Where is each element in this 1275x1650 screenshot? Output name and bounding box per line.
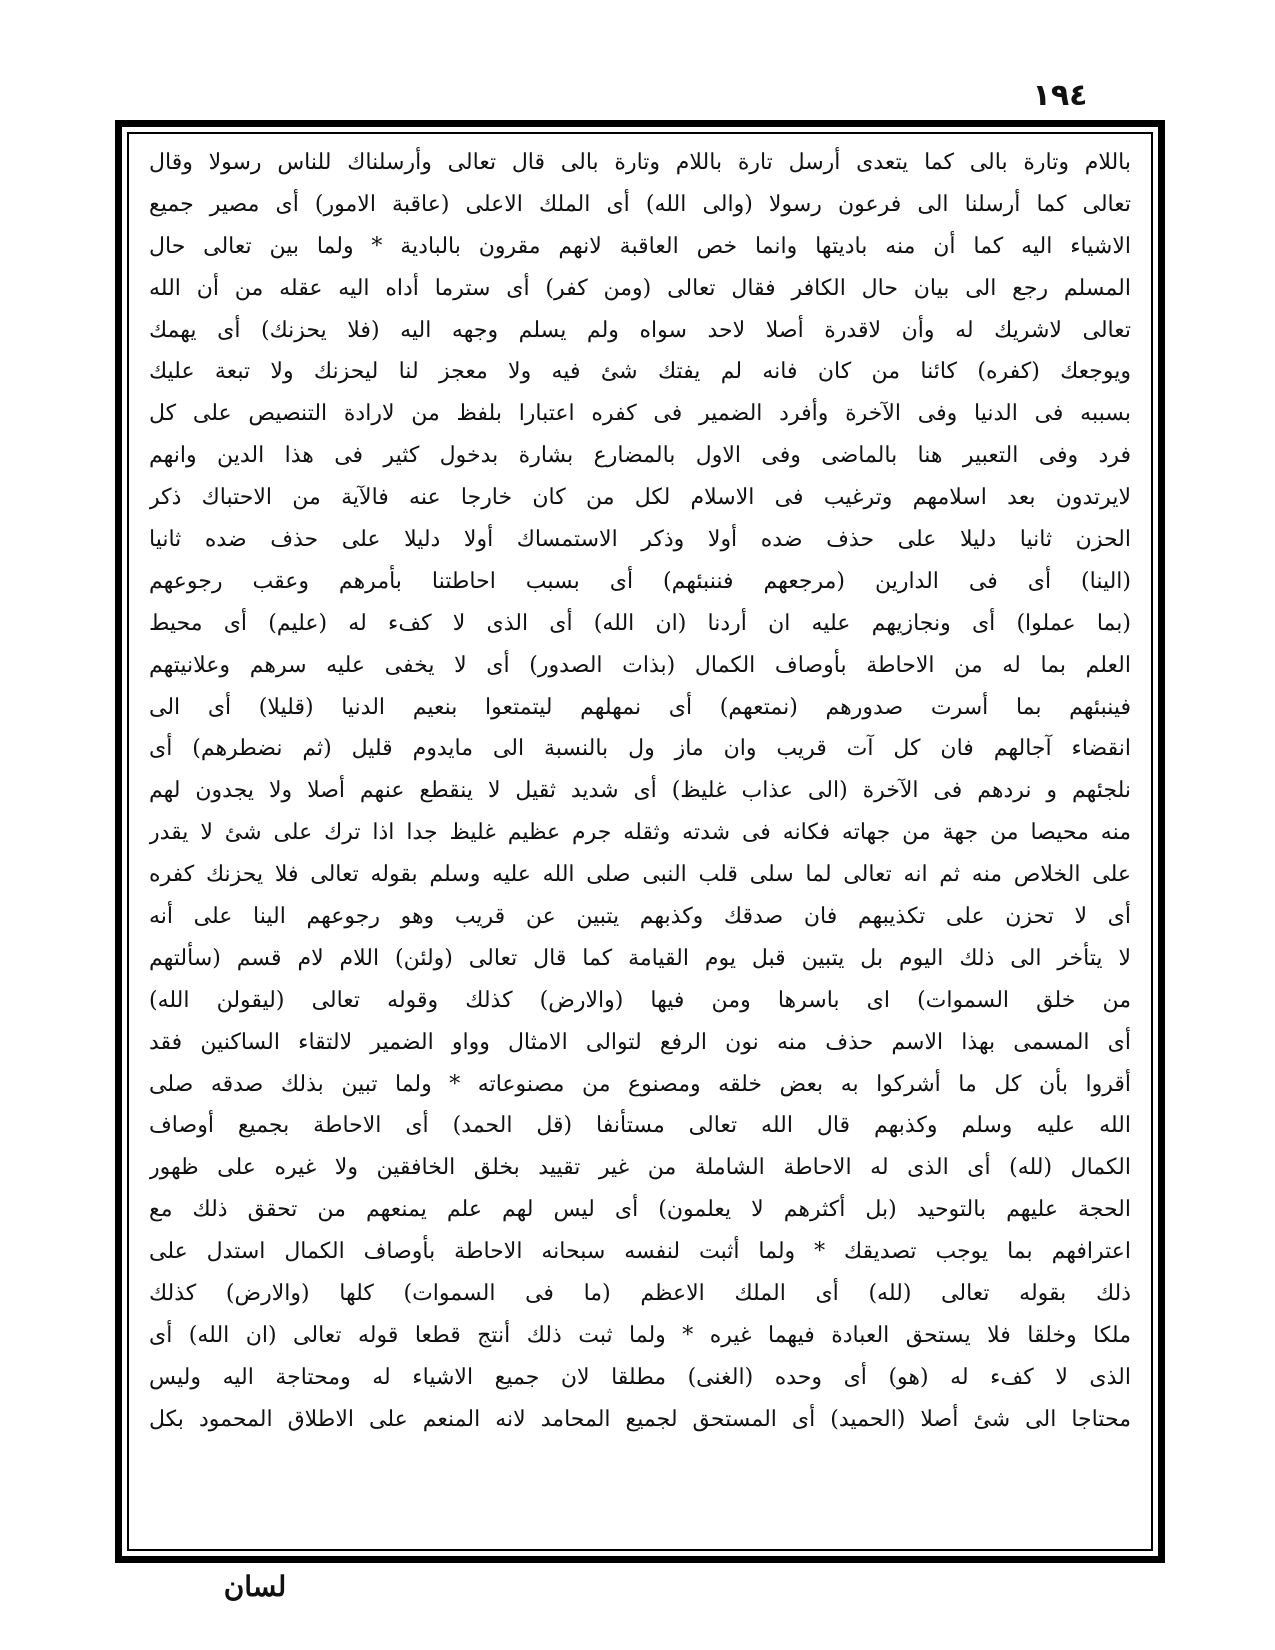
text-line: بسببه فى الدنيا وفى الآخرة وأفرد الضمير فى كفره اعتبارا بلفظ من لارادة التنصيص على كل [149,401,1131,427]
text-line: على الخلاص منه ثم انه تعالى لما سلى قلب النبى صلى الله عليه وسلم بقوله تعالى فلا يحزنك كفره [149,862,1131,888]
text-line: لايرتدون بعد اسلامهم وترغيب فى الاسلام لكل من كان خارجا عنه فالآية من الاحتباك ذكر [149,485,1131,511]
text-line: اعترافهم بما يوجب تصديقك * ولما أثبت لنفسه سبحانه الاحاطة بأوصاف الكمال استدل على [149,1239,1131,1265]
text-line: ذلك بقوله تعالى (لله) أى الملك الاعظم (ما فى السموات) كلها (والارض) كذلك [149,1281,1131,1307]
text-line: منه محيصا من جهة من جهاته فكانه فى شدته وثقله جرم عظيم غليظ جدا اذا ترك على شئ لا يقدر [149,820,1131,846]
text-line: نلجئهم و نردهم فى الآخرة (الى عذاب غليظ) أى شديد ثقيل لا ينقطع عنهم أصلا ولا يجدون لهم [149,778,1131,804]
text-line: محتاجا الى شئ أصلا (الحميد) أى المستحق لجميع المحامد لانه المنعم على الاطلاق المحمود بكل [149,1406,1131,1432]
text-line: أى المسمى بهذا الاسم حذف منه نون الرفع لتوالى الامثال وواو الضمير لالتقاء الساكنين فقد [149,1029,1131,1055]
text-line: ملكا وخلقا فلا يستحق العبادة فيهما غيره * ولما ثبت ذلك أنتج قطعا قوله تعالى (ان الله) أى [149,1322,1131,1348]
catchword: لسان [223,1570,287,1603]
text-line: انقضاء آجالهم فان كل آت قريب وان ماز ول بالنسبة الى مايدوم قليل (ثم نضطرهم) أى [149,736,1131,762]
text-line: أى لا تحزن على تكذيبهم فان صدقك وكذبهم يتبين عن قريب وهو رجوعهم الينا على أنه [149,904,1131,930]
text-line: الاشياء اليه كما أن منه باديتها وانما خص العاقبة لانهم مقرون بالبادية * ولما بين تعالى حال [149,233,1131,259]
text-line: فرد وفى التعبير هنا بالماضى وفى الاول بالمضارع بشارة بدخول كثير فى هذا الدين وانهم [149,443,1131,469]
text-line: الكمال (لله) أى الذى له الاحاطة الشاملة من غير تقييد بخلق الخافقين ولا غيره على ظهور [149,1155,1131,1181]
text-block [149,142,1131,1541]
text-line: تعالى لاشريك له وأن لاقدرة أصلا لاحد سواه ولم يسلم وجهه اليه (فلا يحزنك) أى يهمك [149,317,1131,343]
page-number: ١٩٤ [1032,78,1088,113]
page-border-inner [127,132,1153,1551]
text-line: أقروا بأن كل ما أشركوا به بعض خلقه ومصنوع من مصنوعاته * ولما تبين بذلك صدقه صلى [149,1071,1131,1097]
text-line: المسلم رجع الى بيان حال الكافر فقال تعالى (ومن كفر) أى سترما أداه اليه عقله من أن الله [149,275,1131,301]
text-line: الحجة عليهم بالتوحيد (بل أكثرهم لا يعلمون) أى ليس لهم علم يمنعهم من تحقق ذلك مع [149,1197,1131,1223]
text-line: ويوجعك (كفره) كائنا من كان فانه لم يفتك شئ فيه ولا معجز لنا ليحزنك ولا تبعة عليك [149,359,1131,385]
text-line: (بما عملوا) أى ونجازيهم عليه ان أردنا (ان الله) أى الذى لا كفء له (عليم) أى محيط [149,610,1131,636]
text-line: الله عليه وسلم وكذبهم قال الله تعالى مستأنفا (قل الحمد) أى الاحاطة بجميع أوصاف [149,1113,1131,1139]
text-line: لا يتأخر الى ذلك اليوم بل يتبين قبل يوم القيامة كما قال تعالى (ولئن) اللام لام قسم (سألتهم [149,945,1131,971]
text-line: (الينا) أى فى الدارين (مرجعهم فننبئهم) أى بسبب احاطتنا بأمرهم وعقب رجوعهم [149,568,1131,594]
text-line: فينبئهم بما أسرت صدورهم (نمتعهم) أى نمهلهم ليتمتعوا بنعيم الدنيا (قليلا) أى الى [149,694,1131,720]
text-line: باللام وتارة بالى كما يتعدى أرسل تارة باللام وتارة بالى قال تعالى وأرسلناك للناس رسولا وقال [149,150,1131,175]
page-border [115,120,1165,1563]
text-line: من خلق السموات) اى باسرها ومن فيها (والارض) كذلك وقوله تعالى (ليقولن الله) [149,987,1131,1013]
text-line: العلم بما له من الاحاطة بأوصاف الكمال (بذات الصدور) أى لا يخفى عليه سرهم وعلانيتهم [149,652,1131,678]
text-line: الحزن ثانيا دليلا على حذف ضده أولا وذكر الاستمساك أولا دليلا على حذف ضده ثانيا [149,527,1131,553]
text-line: تعالى كما أرسلنا الى فرعون رسولا (والى الله) أى الملك الاعلى (عاقبة الامور) أى مصير جميع [149,191,1131,217]
text-line: الذى لا كفء له (هو) أى وحده (الغنى) مطلقا لان جميع الاشياء له ومحتاجة اليه وليس [149,1364,1131,1390]
